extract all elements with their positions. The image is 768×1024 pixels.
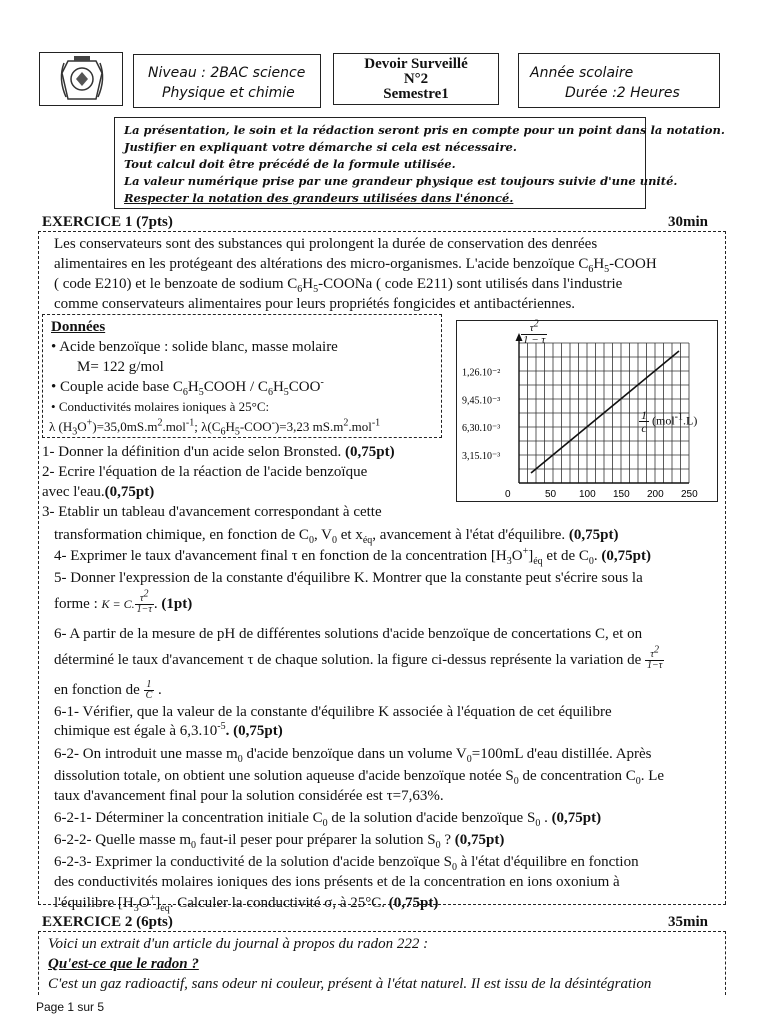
question-6-2a: 6-2- On introduit une masse $m_0$ d'acide benzoïque dans un volume $V_0=100mL$ d'eau distillée. Après — [54, 746, 652, 765]
exam-title: Devoir Surveillé — [364, 56, 468, 72]
question-6-1a: 6-1- Vérifier, que la valeur de la constante d'équilibre K associée à l'équation de cet équilibre — [54, 704, 612, 720]
level: Niveau : 2BAC science — [148, 65, 306, 81]
question-6-2c: taux d'avancement final pour la solution considérée est τ=7,63%. — [54, 788, 444, 804]
school-year: Année scolaire — [530, 65, 634, 81]
donnees-title: Données — [51, 319, 106, 335]
question-6b: déterminé le taux d'avancement τ de chaque solution. la figure ci-dessus représente la variation de $\frac{\tau^2}{1-\tau}$ — [54, 644, 663, 672]
chart-x-tick-label: 0 — [505, 489, 511, 500]
donnee-2: M= 122 g/mol — [77, 359, 164, 375]
question-3a: 3- Etablir un tableau d'avancement correspondant à cette — [42, 504, 382, 520]
ex2-title: EXERCICE 2 (6pts) — [42, 914, 173, 930]
chart-x-tick-label: 50 — [545, 489, 557, 500]
ex2-line-3: C'est un gaz radioactif, sans odeur ni couleur, présent à l'état naturel. Il est issu de la désintégration — [48, 976, 652, 992]
chart-y-tick-label: 1,26.10⁻² — [462, 367, 501, 379]
ex2-time: 35min — [668, 914, 709, 930]
chart-x-tick-label: 250 — [681, 489, 698, 500]
exam-number: N°2 — [403, 71, 429, 87]
ex2-line-2: Qu'est-ce que le radon ? — [48, 956, 199, 972]
chart-y-tick-label: 6,30.10⁻³ — [462, 423, 501, 435]
page-footer: Page 1 sur 5 — [36, 1000, 105, 1014]
chart-frame — [456, 320, 718, 502]
duration: Durée :2 Heures — [565, 85, 680, 101]
question-6-2-3c: l'équilibre $[H_3O^+]_{éq}$. Calculer la conductivité σ, à 25°C. (0,75pt) — [54, 893, 439, 914]
header-title-box — [333, 53, 499, 105]
question-1: 1- Donner la définition d'un acide selon Bronsted. (0,75pt) — [42, 444, 395, 460]
chart-xlabel: $\frac{1}{c}$ (mol$^{-1}$.L) — [641, 408, 698, 435]
question-5a: 5- Donner l'expression de la constante d'équilibre K. Montrer que la constante peut s'écrire sous la — [54, 570, 643, 586]
question-2a: 2- Ecrire l'équation de la réaction de l'acide benzoïque — [42, 464, 368, 480]
header-level-box — [133, 54, 321, 108]
ex1-frame-left — [38, 231, 39, 904]
ex1-frame-right — [725, 231, 726, 904]
ex2-line-1: Voici un extrait d'un article du journal à propos du radon 222 : — [48, 936, 429, 952]
question-5b: forme : K = C. $\frac{\tau^2}{1-\tau}$ . (1pt) — [54, 588, 193, 616]
ex2-frame-right — [725, 931, 726, 995]
emblem-icon — [40, 53, 124, 107]
donnee-4: • Conductivités molaires ioniques à 25°C: — [51, 399, 270, 414]
donnee-1: • Acide benzoïque : solide blanc, masse molaire — [51, 339, 338, 355]
rule-2: Justifier en expliquant votre démarche si cela est nécessaire. — [124, 140, 517, 154]
rule-1: La présentation, le soin et la rédaction seront pris en compte pour un point dans la notation. — [124, 123, 725, 137]
chart-y-tick-label: 3,15.10⁻³ — [462, 451, 501, 463]
chart-axes — [516, 333, 690, 483]
question-6-2-2: 6-2-2- Quelle masse $m_0$ faut-il peser pour préparer la solution $S_0$ ? (0,75pt) — [54, 832, 505, 851]
chart-x-ticks — [505, 489, 698, 500]
chart-x-tick-label: 100 — [579, 489, 596, 500]
ex2-frame-left — [38, 931, 39, 995]
rules-box — [114, 117, 725, 209]
ex1-intro: Les conservateurs sont des substances qui prolongent la durée de conservation des denrées alimentaires en les protégeant des altérations des micro-organismes. L'acide benzoïque $C_6H_5$-COOH ( code E210) et le benzoate de sodium $C_6H_5$-COONa ( code E211) sont utilisés dans l'industrie comme conservateurs alimentaires pour leurs propriétés fongicides et antibactériennes. — [54, 236, 657, 312]
question-3b: transformation chimique, en fonction de $C_0$, $V_0$ et $x_{éq}$, avancement à l'état d'équilibre. (0,75pt) — [54, 527, 619, 546]
ex1-frame-top — [38, 231, 726, 232]
chart-ylabel: $\frac{\tau^2}{1 - \tau}$ — [523, 318, 546, 346]
ex1-time: 30min — [668, 214, 709, 230]
rule-5: Respecter la notation des grandeurs utilisées dans l'énoncé. — [124, 191, 514, 205]
chart-y-tick-label: 9,45.10⁻³ — [462, 395, 501, 407]
rule-3: Tout calcul doit être précédé de la formule utilisée. — [124, 157, 456, 171]
ex1-title: EXERCICE 1 (7pts) — [42, 214, 173, 230]
semester: Semestre1 — [383, 86, 449, 102]
ex2-frame-top — [38, 931, 726, 932]
question-6c: en fonction de $\frac{1}{C}$ . — [54, 679, 162, 702]
question-6a: 6- A partir de la mesure de pH de différentes solutions d'acide benzoïque de concertations C, et on — [54, 626, 643, 642]
question-6-2-3b: des conductivités molaires ioniques des ions présents et de la concentration en ions oxonium à — [54, 874, 620, 890]
question-6-2b: dissolution totale, on obtient une solution aqueuse d'acide benzoïque notée $S_0$ de concentration $C_0$. Le — [54, 768, 665, 787]
donnee-5: λ $(H_3O^+)=35,0mS.m^2.mol^{-1}$; $\lambda(C_6H_5-COO^-)=3,23$ $mS.m^2.mol^{-1}$ — [49, 417, 381, 438]
header-year-box — [518, 53, 720, 108]
question-6-2-1: 6-2-1- Déterminer la concentration initiale $C_0$ de la solution d'acide benzoïque $S_0$ . (0,75pt) — [54, 810, 602, 829]
chart-x-tick-label: 200 — [647, 489, 664, 500]
chart-y-ticks — [462, 367, 500, 462]
header-logo-box — [39, 52, 123, 106]
donnee-3: • Couple acide base $C_6H_5COOH / C_6H_5COO^-$ — [51, 377, 324, 398]
question-4: 4- Exprimer le taux d'avancement final τ en fonction de la concentration $[H_3O^+]_{éq}$ et de $C_0$. (0,75pt) — [54, 546, 651, 567]
question-6-2-3a: 6-2-3- Exprimer la conductivité de la solution d'acide benzoïque $S_0$ à l'état d'équilibre en fonction — [54, 854, 639, 873]
question-6-1b: chimique est égale à $6,3.10^{-5}$. (0,75pt) — [54, 721, 283, 739]
rule-4: La valeur numérique prise par une grandeur physique est toujours suivie d'une unité. — [124, 174, 678, 188]
chart-x-tick-label: 150 — [613, 489, 630, 500]
donnees-box — [42, 314, 442, 438]
subject: Physique et chimie — [162, 85, 295, 101]
question-2b: avec l'eau.(0,75pt) — [42, 484, 155, 500]
